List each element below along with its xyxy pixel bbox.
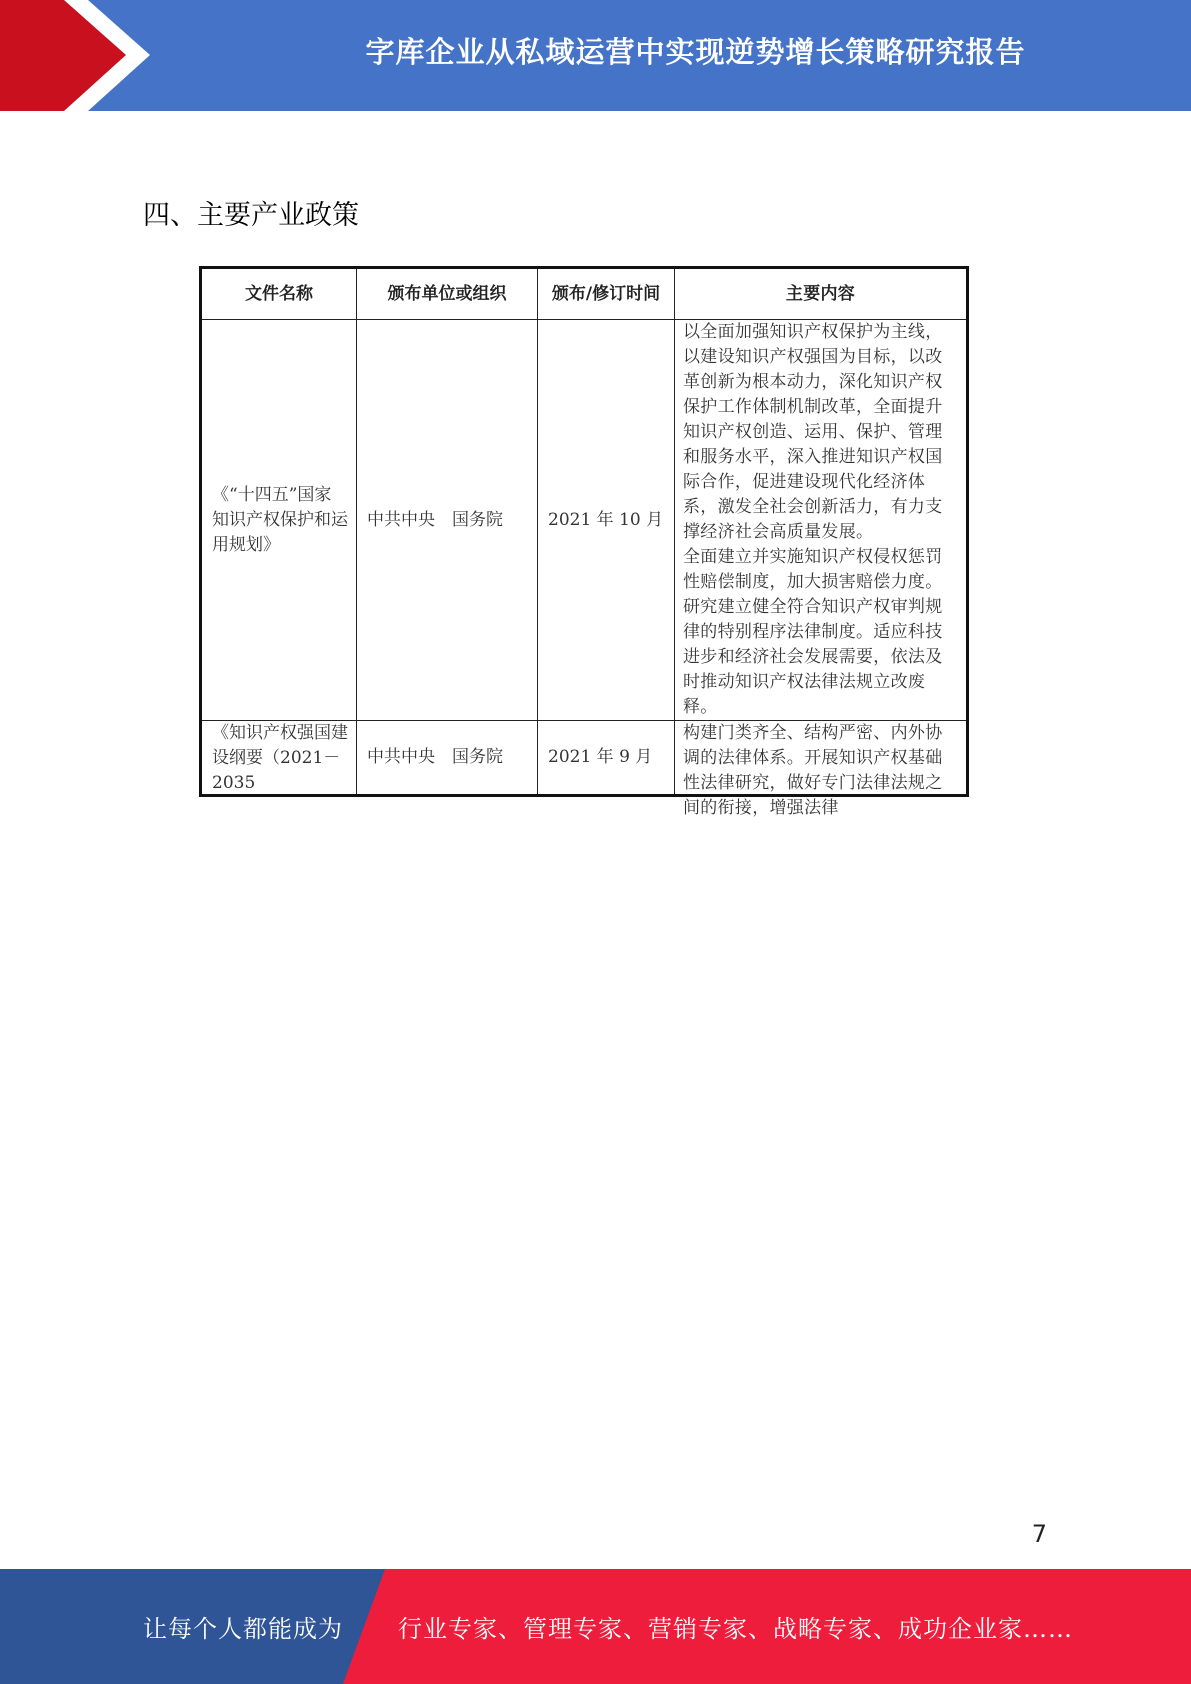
column-header-date: 颁布/修订时间 bbox=[538, 268, 675, 320]
policy-content-cell bbox=[675, 320, 968, 721]
table-row bbox=[201, 320, 968, 721]
column-header-name: 文件名称 bbox=[201, 268, 357, 320]
page-header bbox=[0, 0, 1191, 111]
page-number: 7 bbox=[1031, 1520, 1047, 1548]
content-paragraph: 全面建立并实施知识产权侵权惩罚性赔偿制度，加大损害赔偿力度。研究建立健全符合知识产权审判规律的特别程序法律制度。适应科技进步和经济社会发展需要，依法及时推动知识产权法律法规立改废释。 bbox=[683, 547, 943, 717]
policy-name-cell: 《“十四五”国家知识产权保护和运用规划》 bbox=[201, 320, 357, 721]
report-title: 字库企业从私域运营中实现逆势增长策略研究报告 bbox=[365, 34, 1026, 69]
column-header-org: 颁布单位或组织 bbox=[357, 268, 538, 320]
policy-name-cell bbox=[201, 721, 357, 796]
policy-content-cell bbox=[675, 721, 968, 818]
content-paragraph: 以全面加强知识产权保护为主线，以建设知识产权强国为目标，以改革创新为根本动力，深化知识产权保护工作体制机制改革，全面提升知识产权创造、运用、保护、管理和服务水平，深入推进知识产权国际合作，促进建设现代化经济体系，激发全社会创新活力，有力支撑经济社会高质量发展。 bbox=[683, 322, 943, 542]
content-paragraph: 构建门类齐全、结构严密、内外协调的法律体系。开展知识产权基础性法律研究，做好专门法律法规之间的衔接，增强法律 bbox=[683, 723, 943, 818]
policy-table bbox=[199, 266, 969, 818]
table-row bbox=[201, 721, 968, 796]
header-arrow-decoration bbox=[0, 0, 170, 111]
policy-org-cell: 中共中央 国务院 bbox=[357, 721, 538, 796]
section-heading: 四、主要产业政策 bbox=[143, 200, 359, 231]
column-header-content: 主要内容 bbox=[675, 268, 968, 320]
policy-org-cell: 中共中央 国务院 bbox=[357, 320, 538, 721]
table-header-row bbox=[201, 268, 968, 320]
policy-name-text: 《知识产权强国建设纲要（2021－2035 bbox=[212, 723, 348, 793]
page-footer bbox=[0, 1569, 1191, 1684]
policy-date-cell: 2021 年 9 月 bbox=[538, 721, 675, 796]
policy-date-cell: 2021 年 10 月 bbox=[538, 320, 675, 721]
footer-slogan-right: 行业专家、管理专家、营销专家、战略专家、成功企业家…… bbox=[398, 1615, 1073, 1643]
footer-slogan-left: 让每个人都能成为 bbox=[143, 1615, 343, 1643]
